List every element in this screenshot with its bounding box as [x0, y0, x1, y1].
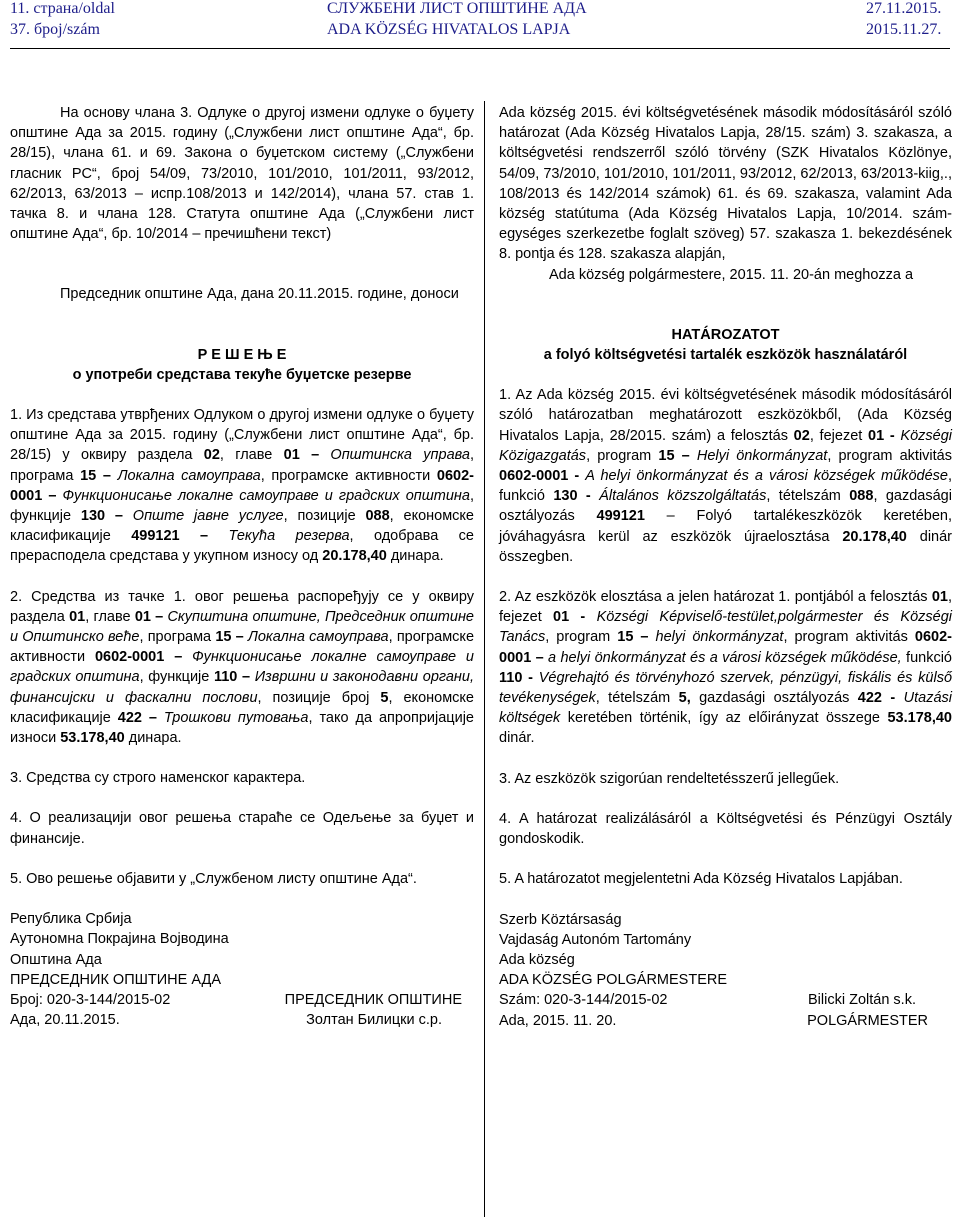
item-4: 4. A határozat realizálásáról a Költségvetési és Pénzügyi Osztály gondoskodik. — [499, 810, 952, 848]
signing-date: Ада, 20.11.2015. — [10, 1012, 120, 1029]
item-5: 5. Ово решење објавити у „Службеном листу општине Ада“. — [10, 870, 417, 887]
page-number: 11. страна/oldal — [10, 0, 115, 17]
decision-title: Р Е Ш Е Њ Е — [197, 346, 287, 363]
header-divider — [10, 48, 950, 49]
signature-office: ПРЕДСЕДНИК ОПШТИНЕ АДА — [10, 971, 222, 988]
item-4: 4. О реализацији овог решења стараће се Одељење за буџет и финансије. — [10, 810, 474, 847]
enactment-line: Председник општине Ада, дана 20.11.2015. године, доноси — [60, 286, 459, 303]
page-header — [0, 0, 960, 48]
journal-title-hu: ADA KÖZSÉG HIVATALOS LAPJA — [327, 21, 571, 38]
signature-municipality: Ada község — [499, 951, 575, 968]
signature-country: Република Србија — [10, 911, 132, 928]
signature-country: Szerb Köztársaság — [499, 911, 622, 928]
reference-number: Број: 020-3-144/2015-02 — [10, 991, 171, 1008]
item-1: 1. Из средстава утврђених Одлуком о другој измени одлуке о буџету општине Ада за 2015. годину („Службени лист општине Ада“, бр. 28/15) у оквиру раздела 02, главе 01 – Општинска управа, програма 15 – Локална самоуправа, програмске активности 0602-0001 – Функционисање локалне самоуправе и градских општина, функције 130 – Опште јавне услуге, позиције 088, економске класификације 499121 – Текућа резерва, одобрава се прерасподела средстава у укупном износу од 20.178,40 динара. — [10, 407, 474, 565]
item-2: 2. Средства из тачке 1. овог решења распоређују се у оквиру раздела 01, главе 01 – Скупштина општине, Председник општине и Општинско веће, програма 15 – Локална самоуправа, програмске активности 0602-0001 – Функционисање локалне самоуправе и градских општина, функције 110 – Извршни и законодавни органи, финансијски и фаскални послови, позиције број 5, економске класификације 422 – Трошкови путовања, тако да апропријације износи 53.178,40 динара. — [10, 588, 475, 747]
signature-line-2 — [10, 1010, 474, 1030]
signature-line-2 — [499, 1011, 952, 1031]
decision-subtitle: о употреби средстава текуће буџетске резерве — [72, 366, 412, 383]
issue-number: 37. број/szám — [10, 21, 100, 38]
signature-office: ADA KÖZSÉG POLGÁRMESTERE — [499, 972, 728, 989]
date-hu: 2015.11.27. — [866, 21, 942, 38]
signature-municipality: Општина Ада — [10, 951, 102, 968]
signature-province: Аутономна Покрајина Војводина — [10, 931, 229, 948]
hungarian-column — [499, 103, 952, 1031]
item-2: 2. Az eszközök elosztása a jelen határozat 1. pontjából a felosztás 01, fejezet 01 - Községi Képviselő-testület,polgármester és Községi Tanács, program 15 – helyi önkormányzat, program aktivitás 0602-0001 – a helyi önkormányzat és a városi községek működése, funkció 110 - Végrehajtó és törvényhozó szervek, pénzügyi, fiskális és külső tevékenységek, tételszám 5, gazdasági osztályozás 422 - Utazási költségek keretében történik, így az előirányzat összege 53.178,40 dinár. — [499, 589, 953, 747]
enactment-line: Ada község polgármestere, 2015. 11. 20-án meghozza a — [549, 266, 914, 283]
signer-name: Bilicki Zoltán s.k. — [808, 992, 916, 1009]
item-3: 3. Az eszközök szigorúan rendeltetésszerű jellegűek. — [499, 770, 840, 787]
preamble: Ada község 2015. évi költségvetésének második módosításáról szóló határozat (Ada Község Hivatalos Lapja, 28/15. szám) 3. szakasza, a költségvetési rendszerről szóló törvény (SZK Hivatalos Közlönye, 54/09, 73/2010, 101/2010, 101/2011, 93/2012, 62/2013, 63/2013-kiig,., 108/2013 és 142/2014 számok) 61. és 69. szakasza, valamint Ada község statútuma (Ada Község Hivatalos Lapja, 10/2014. szám-egységes szerkezetbe foglalt szöveg) 57. szakasza 1. bekezdésének 8. pontja és 128. szakasza alapján, — [499, 105, 952, 263]
item-1: 1. Az Ada község 2015. évi költségvetésének második módosításáról szóló határozatban meghatározott eszközökből, (Ada Község Hivatalos Lapja, 28/2015. szám) a felosztás 02, fejezet 01 - Községi Közigazgatás, program 15 – Helyi önkormányzat, program aktivitás 0602-0001 - A helyi önkormányzat és a városi községek működése, funkció 130 - Általános közszolgáltatás, tételszám 088, gazdasági osztályozás 499121 – Folyó tartalékeszközök keretében, jóváhagyásra kerül az eszközök újraelosztása 20.178,40 dinár összegben. — [499, 387, 953, 565]
signer-title: ПРЕДСЕДНИК ОПШТИНЕ — [284, 991, 462, 1008]
item-5: 5. A határozatot megjelentetni Ada Község Hivatalos Lapjában. — [499, 871, 903, 888]
signature-line-1 — [10, 990, 474, 1010]
decision-subtitle: a folyó költségvetési tartalék eszközök használatáról — [543, 347, 908, 364]
signer-title: POLGÁRMESTER — [807, 1012, 928, 1029]
signature-province: Vajdaság Autonóm Tartomány — [499, 931, 692, 948]
serbian-column — [10, 103, 474, 1030]
journal-title-sr: СЛУЖБЕНИ ЛИСТ ОПШТИНЕ АДА — [327, 0, 587, 17]
signer-name: Золтан Билицки с.р. — [306, 1012, 442, 1029]
column-divider — [484, 101, 485, 1217]
date-sr: 27.11.2015. — [866, 0, 942, 17]
item-3: 3. Средства су строго наменског карактера. — [10, 770, 306, 787]
preamble: На основу члана 3. Одлуке о другој измени одлуке о буџету општине Ада за 2015. годину („Службени лист општине Ада“, бр. 28/15), члана 61. и 69. Закона о буџетском систему („Службени гласник РС“, број 54/09, 73/2010, 101/2010, 101/2011, 93/2012, 62/2013, 63/2013 – испр.108/2013 и 142/2014), члана 57. став 1. тачка 8. и члана 128. Статута општине Ада („Службени лист општине Ада“, бр. 10/2014 – пречишћени текст) — [10, 105, 474, 243]
reference-number: Szám: 020-3-144/2015-02 — [499, 992, 668, 1009]
decision-title: HATÁROZATOT — [671, 326, 780, 343]
signature-line-1 — [499, 990, 952, 1010]
signing-date: Ada, 2015. 11. 20. — [499, 1012, 617, 1029]
